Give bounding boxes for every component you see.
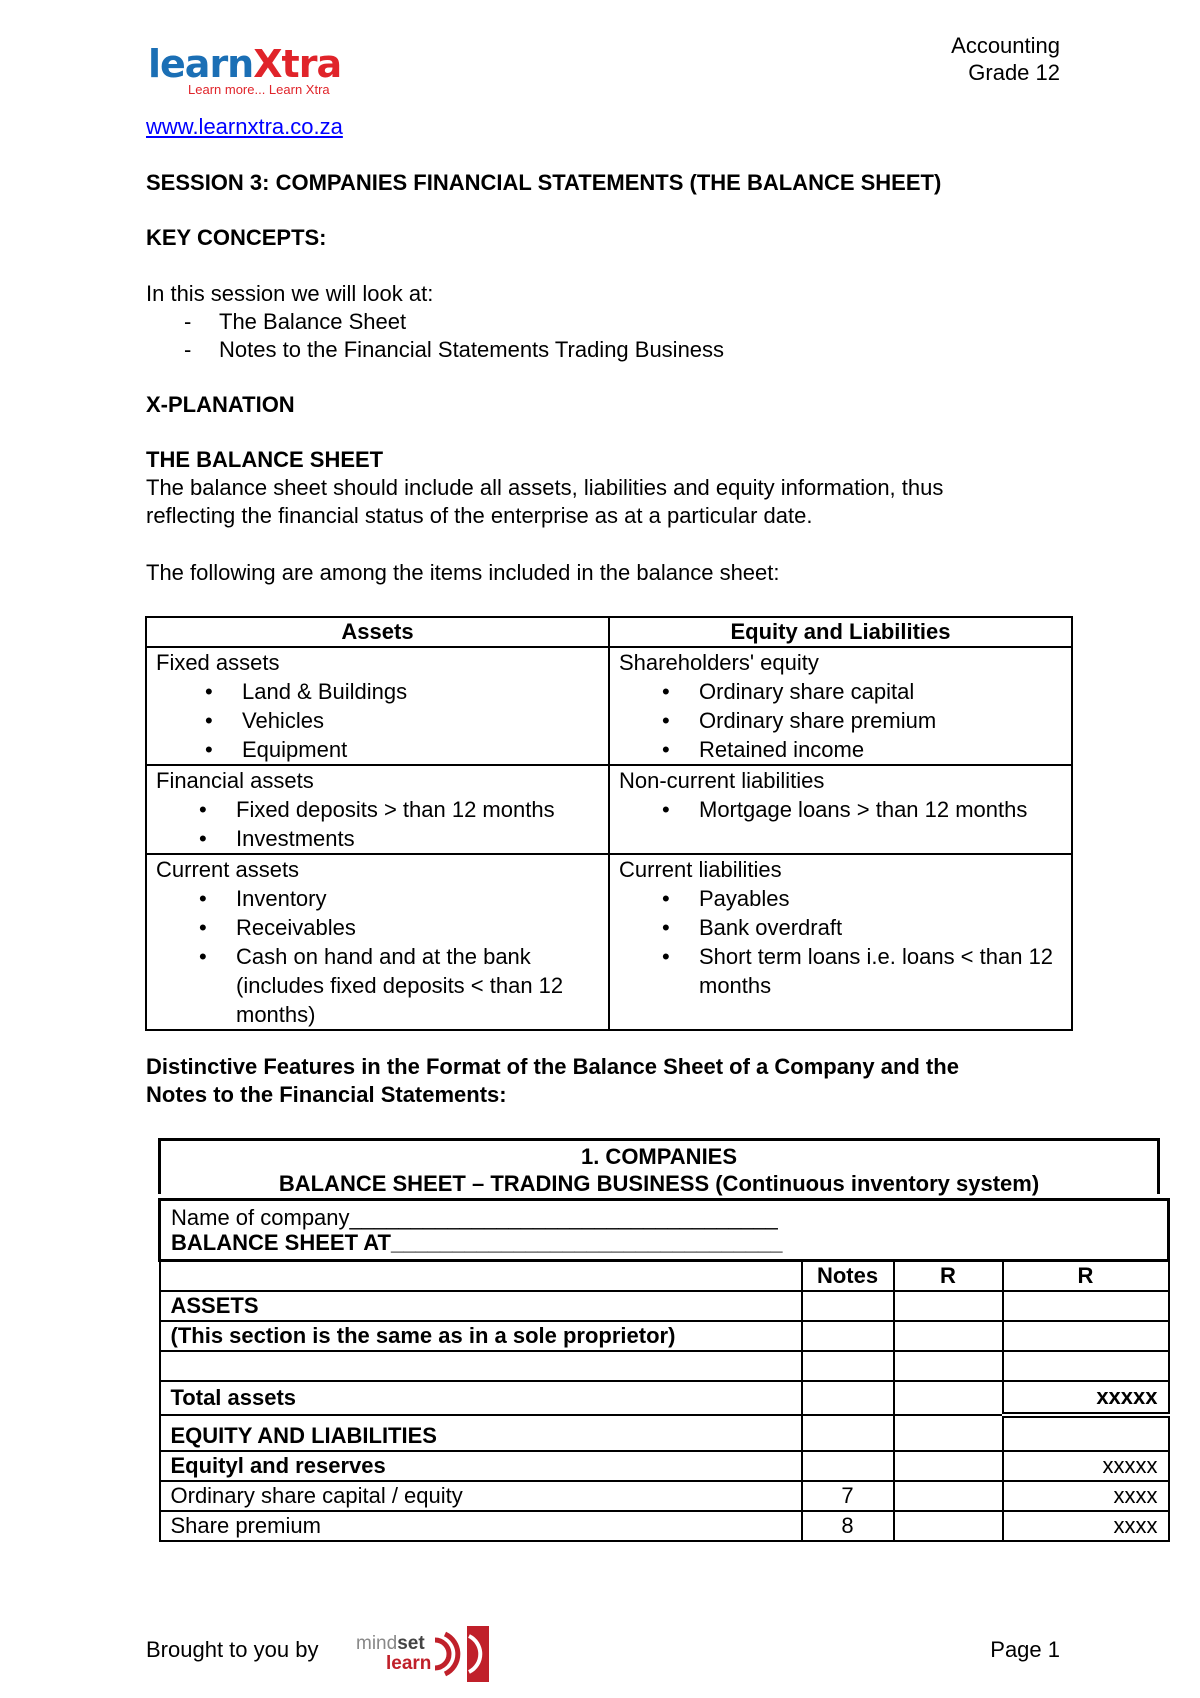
balance-sheet-heading: THE BALANCE SHEET <box>146 447 384 472</box>
r-header-1: R <box>894 1261 1003 1292</box>
cell-title: Financial assets <box>156 768 314 793</box>
row-notes <box>802 1415 894 1451</box>
balance-sheet-at-line: BALANCE SHEET AT________________________________ <box>171 1230 783 1255</box>
key-concepts-heading: KEY CONCEPTS: <box>146 225 327 250</box>
list-item: • Investments <box>156 824 599 853</box>
logo-main-text: learn <box>148 42 254 86</box>
list-item: • Equipment <box>162 735 599 764</box>
row-label: ASSETS <box>160 1291 802 1321</box>
row-label: EQUITY AND LIABILITIES <box>160 1415 802 1451</box>
companies-subtitle: BALANCE SHEET – TRADING BUSINESS (Continuous inventory system) <box>278 1171 1040 1196</box>
concepts-intro: In this session we will look at: <box>146 281 434 306</box>
table-row <box>160 1415 1169 1451</box>
assets-header: Assets <box>146 617 609 647</box>
table-row <box>160 1481 1169 1511</box>
list-item: • Mortgage loans > than 12 months <box>619 795 1062 824</box>
balance-sheet-text-2: reflecting the financial status of the enterprise as at a particular date. <box>146 503 813 528</box>
shareholders-equity-cell <box>609 647 1072 765</box>
row-label: Equityl and reserves <box>160 1451 802 1481</box>
equity-header: Equity and Liabilities <box>609 617 1072 647</box>
mindset-text-2: set <box>397 1633 425 1654</box>
mindset-learn-logo <box>356 1626 491 1682</box>
row-notes <box>802 1381 894 1415</box>
balance-sheet-items-table <box>145 616 1073 1031</box>
cell-title: Current assets <box>156 857 300 882</box>
cell-title: Shareholders' equity <box>619 650 819 675</box>
list-item: • Vehicles <box>162 706 599 735</box>
row-r2 <box>1003 1415 1169 1451</box>
list-item: • Retained income <box>619 735 1062 764</box>
companies-title-box <box>158 1138 1160 1194</box>
current-assets-cell <box>146 854 609 1030</box>
non-current-liabilities-cell <box>609 765 1072 854</box>
subject-label: Accounting <box>951 33 1060 58</box>
table-row <box>160 1381 1169 1415</box>
row-r1 <box>894 1451 1003 1481</box>
r-header-2: R <box>1003 1261 1169 1292</box>
table-row <box>160 1321 1169 1351</box>
session-title: SESSION 3: COMPANIES FINANCIAL STATEMENTS (THE BALANCE SHEET) <box>146 170 942 195</box>
row-r1 <box>894 1481 1003 1511</box>
brought-to-you-by: Brought to you by <box>146 1637 319 1662</box>
row-r1 <box>894 1351 1003 1381</box>
balance-sheet-text-1: The balance sheet should include all assets, liabilities and equity information, thus <box>146 475 944 500</box>
company-name-line: Name of company___________________________________ <box>171 1205 778 1230</box>
financial-assets-cell <box>146 765 609 854</box>
list-item: • Inventory <box>156 884 599 913</box>
row-notes <box>802 1291 894 1321</box>
row-r1 <box>894 1291 1003 1321</box>
mindset-waves-icon <box>431 1626 491 1682</box>
row-notes: 8 <box>802 1511 894 1541</box>
row-label: Ordinary share capital / equity <box>160 1481 802 1511</box>
list-item: • Ordinary share premium <box>619 706 1062 735</box>
table-row <box>160 1511 1169 1541</box>
items-intro: The following are among the items included in the balance sheet: <box>146 560 780 585</box>
row-notes: 7 <box>802 1481 894 1511</box>
row-r1 <box>894 1511 1003 1541</box>
concepts-list <box>146 308 724 364</box>
companies-title: 1. COMPANIES <box>580 1144 738 1169</box>
row-r2 <box>1003 1351 1169 1381</box>
row-r2: xxxxx <box>1003 1381 1169 1415</box>
grade-label: Grade 12 <box>968 60 1060 85</box>
list-item: • Land & Buildings <box>162 677 599 706</box>
row-r2 <box>1003 1291 1169 1321</box>
row-label <box>160 1351 802 1381</box>
current-liabilities-cell <box>609 854 1072 1030</box>
row-r2: xxxx <box>1003 1511 1169 1541</box>
cell-title: Current liabilities <box>619 857 782 882</box>
list-item: • Bank overdraft <box>619 913 1062 942</box>
row-r2: xxxxx <box>1003 1451 1169 1481</box>
balance-sheet-format-table <box>158 1198 1170 1542</box>
table-row <box>160 1451 1169 1481</box>
list-item: • Short term loans i.e. loans < than 12 months <box>619 942 1062 1000</box>
mindset-text-1: mind <box>356 1633 398 1654</box>
row-r1 <box>894 1381 1003 1415</box>
concept-item: - The Balance Sheet <box>146 308 724 336</box>
table-row <box>160 1351 1169 1381</box>
header-blank <box>160 1261 802 1292</box>
row-notes <box>802 1321 894 1351</box>
table-row <box>160 1291 1169 1321</box>
cell-title: Non-current liabilities <box>619 768 825 793</box>
list-item: • Fixed deposits > than 12 months <box>156 795 599 824</box>
notes-header: Notes <box>802 1261 894 1292</box>
row-notes <box>802 1351 894 1381</box>
learnxtra-logo <box>148 44 341 97</box>
page-number: Page 1 <box>990 1637 1060 1662</box>
header-right <box>951 32 1060 86</box>
features-heading-1: Distinctive Features in the Format of the Balance Sheet of a Company and the <box>146 1054 959 1079</box>
logo-x-text: Xtra <box>253 42 342 86</box>
row-r2: xxxx <box>1003 1481 1169 1511</box>
fixed-assets-cell <box>146 647 609 765</box>
row-label: Total assets <box>160 1381 802 1415</box>
features-heading-2: Notes to the Financial Statements: <box>146 1082 507 1107</box>
website-link[interactable]: www.learnxtra.co.za <box>146 114 343 139</box>
list-item: • Ordinary share capital <box>619 677 1062 706</box>
cell-title: Fixed assets <box>156 650 280 675</box>
row-r1 <box>894 1415 1003 1451</box>
xplanation-heading: X-PLANATION <box>146 392 295 417</box>
logo-tagline: Learn more... Learn Xtra <box>188 82 330 97</box>
row-r2 <box>1003 1321 1169 1351</box>
row-label: (This section is the same as in a sole proprietor) <box>160 1321 802 1351</box>
concept-item: - Notes to the Financial Statements Trading Business <box>146 336 724 364</box>
list-item: • Cash on hand and at the bank (includes fixed deposits < than 12 months) <box>156 942 599 1029</box>
row-label: Share premium <box>160 1511 802 1541</box>
mindset-learn-text: learn <box>386 1653 432 1674</box>
row-r1 <box>894 1321 1003 1351</box>
list-item: • Receivables <box>156 913 599 942</box>
company-name-cell <box>160 1200 1169 1261</box>
list-item: • Payables <box>619 884 1062 913</box>
row-notes <box>802 1451 894 1481</box>
